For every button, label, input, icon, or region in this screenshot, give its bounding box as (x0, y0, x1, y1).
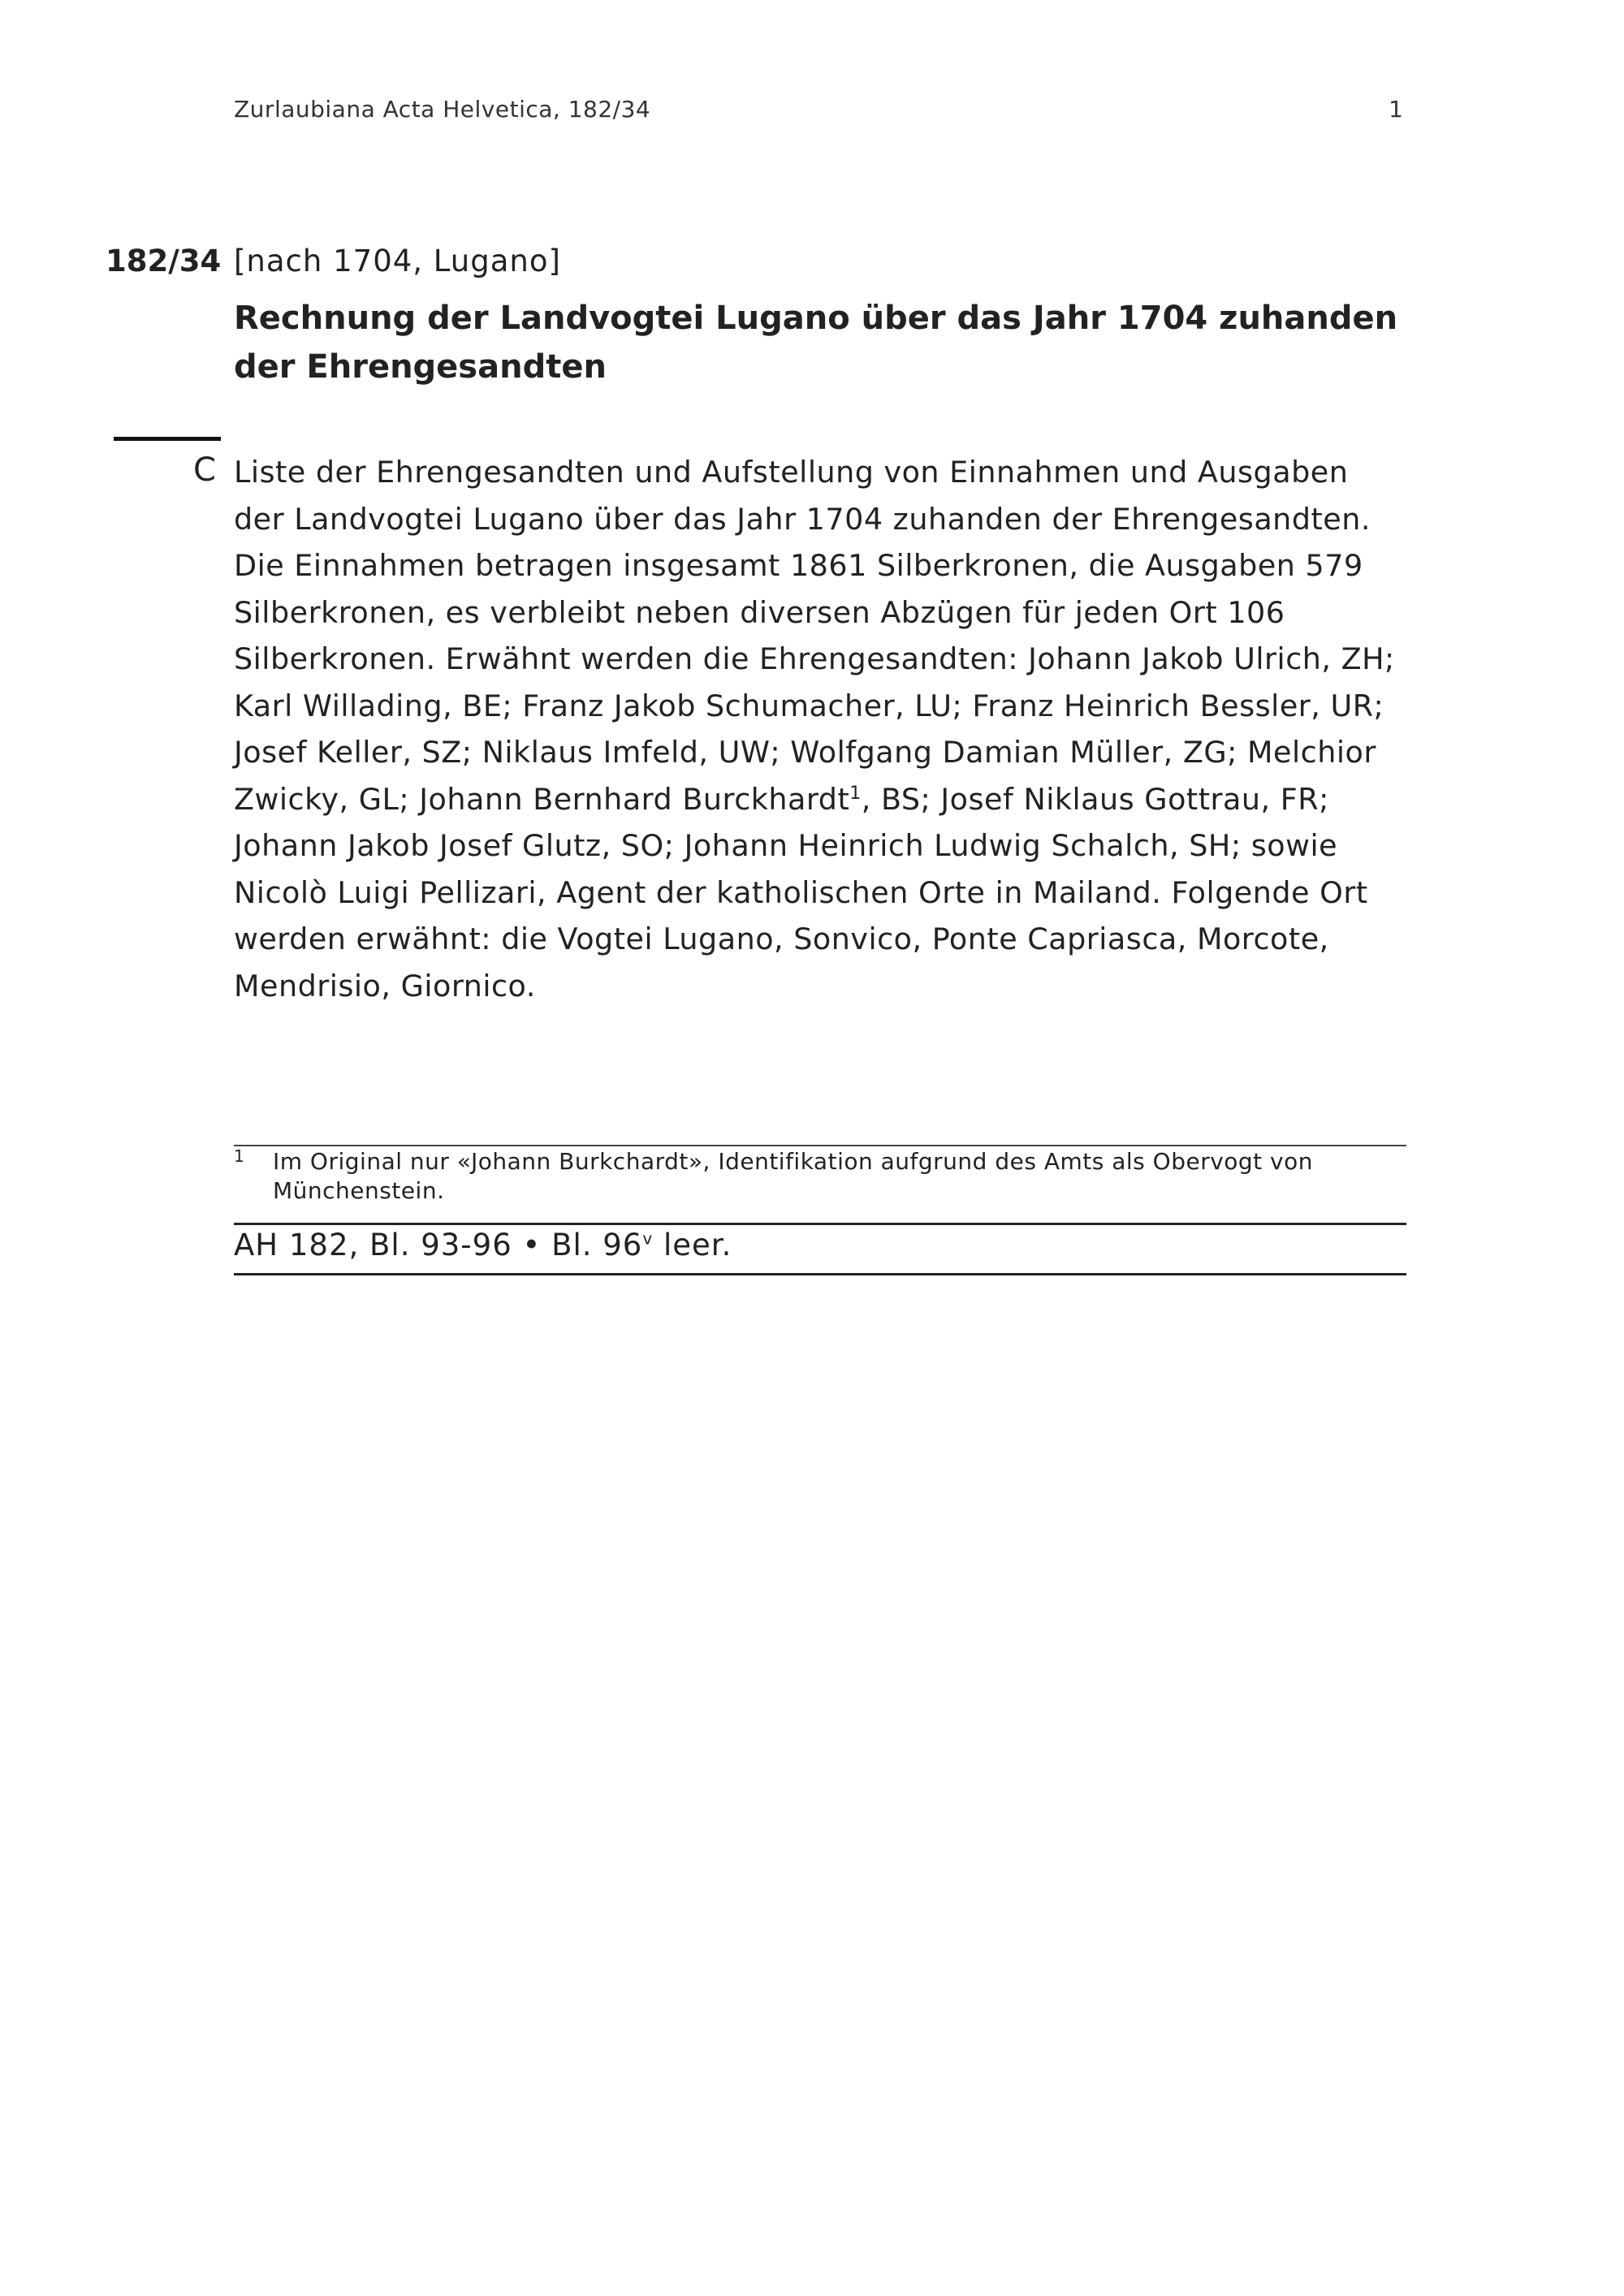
footnote-divider (234, 1145, 1406, 1146)
signature-rule-top (234, 1223, 1406, 1225)
page-number: 1 (1389, 96, 1403, 123)
signature-superscript: v (642, 1228, 654, 1249)
summary-text-part1: Liste der Ehrengesandten und Aufstellung von Einnahmen und Ausgaben der Landvogtei Lugano über das Jahr 1704 zuhanden der Ehrengesandten. Die Einnahmen betragen insgesamt 1861 Silberkronen, die Ausgaben 579 Silberkronen, es verbleibt neben diversen Abzügen für jeden Ort 106 Silberkronen. Erwähnt werden die Ehrengesandten: Johann Jakob Ulrich, ZH; Karl Willading, BE; Franz Jakob Schumacher, LU; Franz Heinrich Bessler, UR; Josef Keller, SZ; Niklaus Imfeld, UW; Wolfgang Damian Müller, ZG; Melchior Zwicky, GL; Johann Bernhard Burckhardt (234, 455, 1395, 817)
footnote-mark: 1 (234, 1146, 244, 1166)
document-number: 182/34 (106, 244, 222, 278)
document-date-place: [nach 1704, Lugano] (234, 244, 561, 278)
running-header: Zurlaubiana Acta Helvetica, 182/34 (234, 96, 651, 123)
source-letter: C (193, 451, 216, 489)
archive-signature (234, 1228, 732, 1262)
summary-text-part2: , BS; Josef Niklaus Gottrau, FR; Johann Jakob Josef Glutz, SO; Johann Heinrich Ludwig Schalch, SH; sowie Nicolò Luigi Pellizari, Agent der katholischen Orte in Mailand. Folgende Ort werden erwähnt: die Vogtei Lugano, Sonvico, Ponte Capriasca, Morcote, Mendrisio, Giornico. (234, 781, 1368, 1003)
section-divider (114, 437, 221, 441)
footnote-reference: 1 (849, 783, 862, 804)
document-title: Rechnung der Landvogtei Lugano über das Jahr 1704 zuhanden der Ehrengesandten (234, 300, 1398, 386)
signature-suffix: leer. (653, 1228, 732, 1262)
signature-text: AH 182, Bl. 93-96 • Bl. 96 (234, 1228, 643, 1262)
signature-rule-bottom (234, 1273, 1406, 1275)
footnote-text: Im Original nur «Johann Burkchardt», Identifikation aufgrund des Amts als Obervogt von Münchenstein. (273, 1148, 1314, 1204)
document-summary (234, 449, 1403, 1009)
